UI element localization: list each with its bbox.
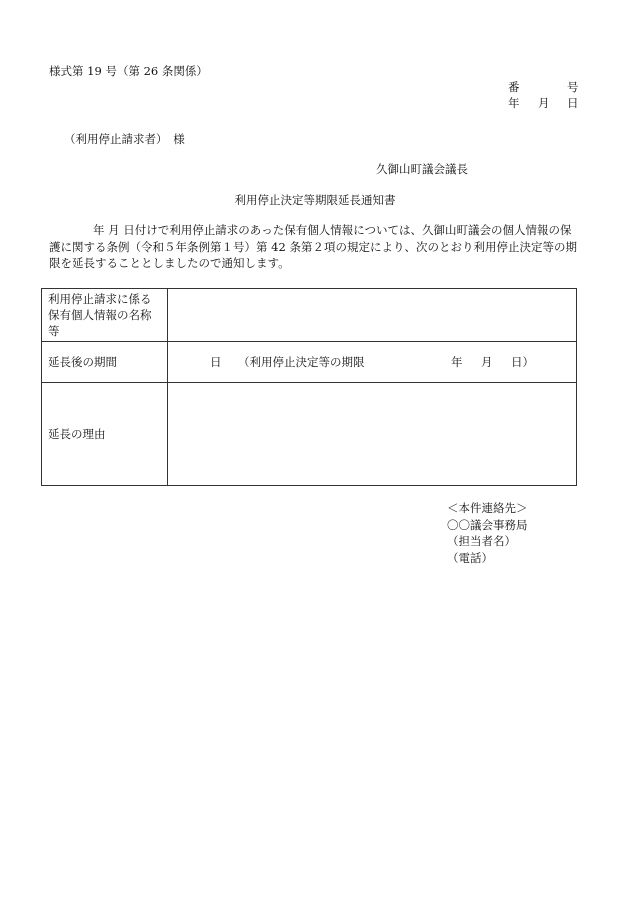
recipient-line: （利用停止請求者） 様 <box>64 132 185 146</box>
period-limit-label: （利用停止決定等の期限 <box>238 355 365 369</box>
label-info-name: 利用停止請求に係る保有個人情報の名称等 <box>42 289 168 342</box>
table-row-extended-period <box>42 342 577 383</box>
label-extended-period: 延長後の期間 <box>42 342 168 383</box>
notice-table <box>41 288 577 486</box>
contact-phone: （電話） <box>447 550 493 565</box>
table-row-reason <box>42 383 577 486</box>
contact-office: 〇〇議会事務局 <box>447 517 528 532</box>
form-number: 様式第 19 号（第 26 条関係） <box>49 64 208 78</box>
period-end: 日） <box>511 355 534 369</box>
issue-date-label <box>508 95 579 111</box>
value-info-name <box>168 289 577 342</box>
document-title: 利用停止決定等期限延長通知書 <box>234 193 396 207</box>
number-label-go: 号 <box>567 80 579 94</box>
value-reason <box>168 383 577 486</box>
table-row-info-name <box>42 289 577 342</box>
date-day-label: 日 <box>567 96 579 110</box>
period-year: 年 <box>451 355 463 369</box>
notice-body <box>49 222 581 272</box>
value-extended-period <box>168 342 577 383</box>
period-month: 月 <box>481 355 493 369</box>
contact-block <box>447 500 528 566</box>
date-month-label: 月 <box>538 96 550 110</box>
notice-body-text: 年 月 日付けで利用停止請求のあった保有個人情報については、久御山町議会の個人情報の保護に関する条例（令和５年条例第１号）第 42 条第２項の規定により、次のとおり利用停止決定等の期限を延長することとしましたので通知します。 <box>49 223 577 270</box>
contact-heading: ＜本件連絡先＞ <box>447 501 528 515</box>
document-number-label <box>508 79 579 95</box>
contact-person: （担当者名） <box>447 534 516 548</box>
date-year-label: 年 <box>508 96 520 110</box>
number-label-ban: 番 <box>508 80 520 94</box>
sender-chair: 久御山町議会議長 <box>376 162 468 176</box>
period-day: 日 <box>210 355 222 369</box>
label-reason: 延長の理由 <box>42 383 168 486</box>
